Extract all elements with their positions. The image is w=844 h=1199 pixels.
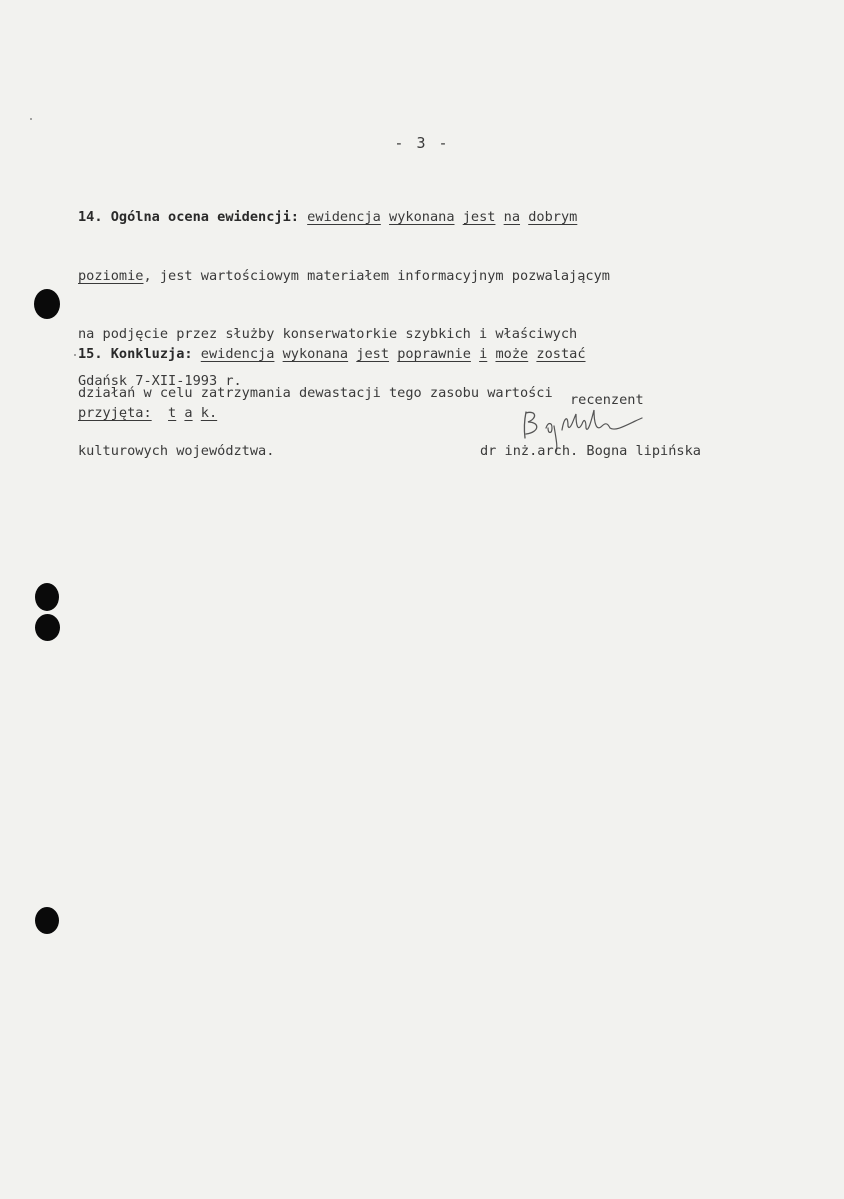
underlined-word: k. bbox=[200, 404, 218, 421]
underlined-word: przyjęta: bbox=[78, 404, 152, 421]
section-14-label: 14. Ogólna ocena ewidencji: bbox=[78, 209, 299, 225]
underlined-word: a bbox=[184, 404, 193, 421]
section-14-line-5: kulturowych województwa. bbox=[78, 443, 275, 459]
underlined-word: wykonana bbox=[389, 209, 455, 225]
underlined-word: dobrym bbox=[528, 209, 578, 225]
section-14-line-4: działań w celu zatrzymania dewastacji tego zasobu wartości bbox=[78, 384, 553, 401]
underlined-word: poprawnie bbox=[397, 346, 471, 362]
section-14-line-2 bbox=[78, 267, 778, 287]
section-15-line-1 bbox=[78, 345, 778, 365]
underlined-word: ewidencja bbox=[307, 209, 381, 225]
underlined-word: i bbox=[479, 346, 488, 362]
binder-hole bbox=[35, 583, 59, 611]
underlined-word: t bbox=[168, 404, 177, 421]
underlined-word: wykonana bbox=[282, 346, 349, 362]
section-14-line-3: na podjęcie przez służby konserwatorkie szybkich i właściwych bbox=[78, 326, 578, 342]
section-15-label: 15. Konkluzja: bbox=[78, 346, 193, 362]
underlined-word: ewidencja bbox=[200, 346, 275, 362]
binder-hole bbox=[35, 907, 59, 934]
paper-speck bbox=[74, 354, 76, 356]
section-14-line-1 bbox=[78, 208, 778, 228]
underlined-word: zostać bbox=[536, 346, 586, 362]
underlined-word: jest bbox=[462, 209, 496, 225]
underlined-word: może bbox=[495, 346, 529, 362]
reviewer-role: recenzent bbox=[570, 392, 644, 408]
paper-speck bbox=[30, 118, 32, 120]
underlined-word: na bbox=[503, 209, 521, 225]
reviewer-name: dr inż.arch. Bogna lipińska bbox=[480, 443, 701, 459]
binder-hole bbox=[35, 614, 60, 641]
place-and-date: Gdańsk 7-XII-1993 r. bbox=[78, 373, 242, 389]
section-14-line-2-text: , jest wartościowym materiałem informacyjnym pozwalającym bbox=[143, 267, 610, 284]
underlined-word: jest bbox=[356, 346, 390, 362]
binder-hole bbox=[34, 289, 60, 319]
underlined-word: poziomie bbox=[78, 267, 144, 284]
page-number: - 3 - bbox=[394, 134, 450, 152]
